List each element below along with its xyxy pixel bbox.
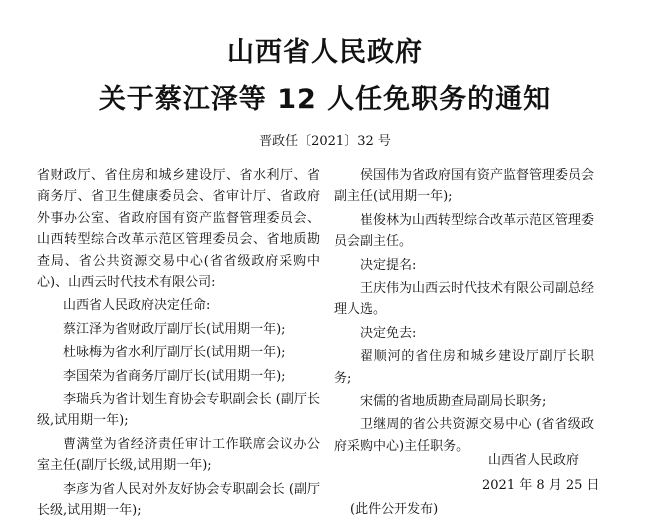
appointment-item: 杜咏梅为省水利厅副厅长(试用期一年); (63, 345, 286, 361)
appointment-item: 崔俊林为山西转型综合改革示范区管理委员会副主任。 (334, 212, 595, 250)
removal-item: 卫继周的省公共资源交易中心 (省省级政府采购中心)主任职务。 (334, 417, 594, 454)
nomination-intro: 决定提名: (360, 257, 417, 273)
issue-date: 2021 年 8 月 25 日 (482, 478, 600, 493)
right-column (334, 165, 594, 457)
nomination-item: 王庆伟为山西云时代技术有限公司副总经理人选。 (334, 281, 595, 318)
removal-item: 翟顺河的省住房和城乡建设厅副厅长职务; (334, 349, 594, 386)
addressees-paragraph: 省财政厅、省住房和城乡建设厅、省水利厅、省商务厅、省卫生健康委员会、省审计厅、省政府外事办公室、省政府国有资产监督管理委员会、山西转型综合改革示范区管理委员会、省地质勘查局、省公共资源交易中心(省省级政府采购中心)、山西云时代技术有限公司: (37, 168, 320, 291)
document-number: 晋政任〔2021〕32 号 (259, 134, 391, 149)
removal-intro: 决定免去: (360, 325, 417, 341)
appointment-item: 李瑞兵为省计划生育协会专职副会长 (副厅长级,试用期一年); (37, 392, 320, 429)
document-subtitle: 关于蔡江泽等 12 人任免职务的通知 (98, 84, 552, 115)
issuer-name: 山西省人民政府 (488, 453, 580, 468)
appointment-item: 蔡江泽为省财政厅副厅长(试用期一年); (63, 321, 286, 337)
document-title: 山西省人民政府 (227, 37, 423, 68)
decision-intro: 山西省人民政府决定任命: (63, 298, 211, 314)
publication-note: (此件公开发布) (350, 502, 439, 517)
appointment-item: 李国荣为省商务厅副厅长(试用期一年); (63, 368, 286, 384)
appointment-item: 侯国伟为省政府国有资产监督管理委员会副主任(试用期一年); (334, 168, 595, 205)
appointment-item: 曹满堂为省经济责任审计工作联席会议办公室主任(副厅长级,试用期一年); (37, 436, 320, 474)
left-column (37, 165, 320, 522)
appointment-item: 李彦为省人民对外友好协会专职副会长 (副厅长级,试用期一年); (37, 481, 320, 519)
removal-item: 宋儒的省地质勘查局副局长职务; (360, 394, 547, 410)
